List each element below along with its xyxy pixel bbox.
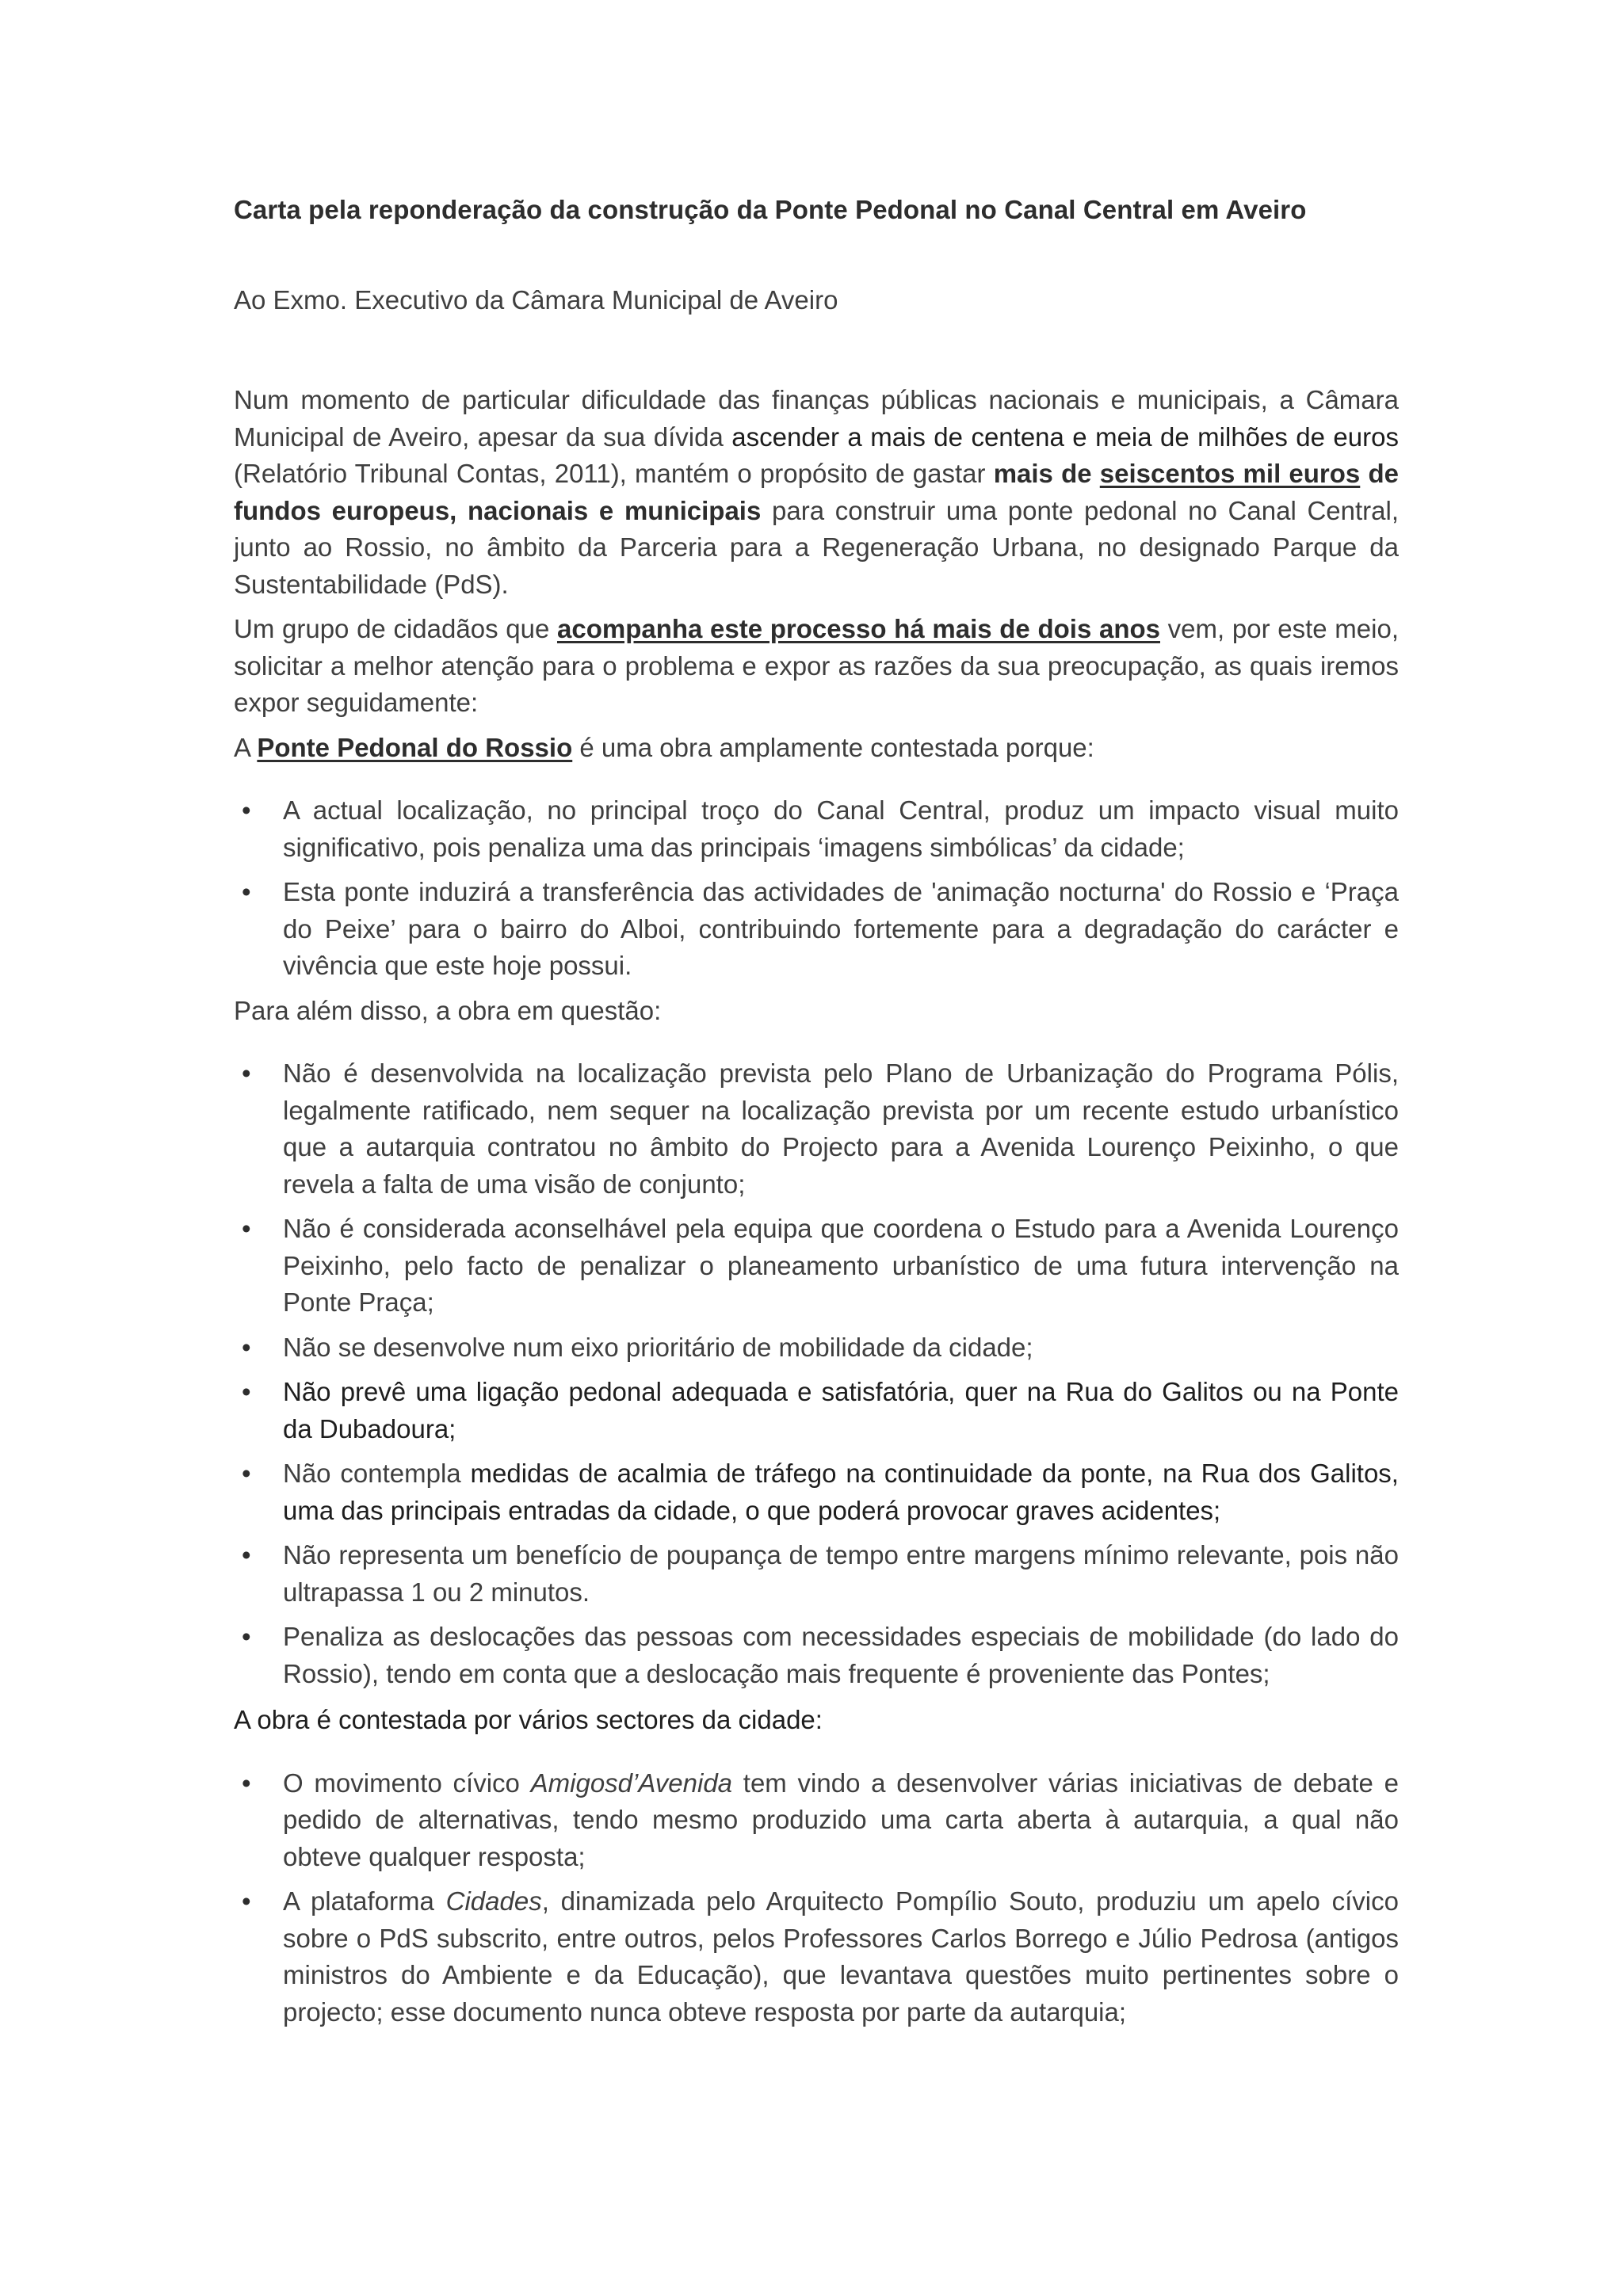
furthermore-line: Para além disso, a obra em questão: <box>234 995 662 1025</box>
list-item <box>234 1619 1399 1692</box>
funds-highlight: de fundos europeus, nacionais e municipais <box>234 459 1399 525</box>
letter-title: Carta pela reponderação da construção da Ponte Pedonal no Canal Central em Aveiro <box>234 195 1307 224</box>
bullet-icon: • <box>242 1768 251 1798</box>
bullet-icon: • <box>242 1622 251 1651</box>
intro-text: Num momento de particular dificuldade das finanças públicas nacionais e municipais, a Câmara Municipal de Aveiro, apesar da sua dívida <box>234 385 1399 452</box>
bridge-name-highlight: Ponte Pedonal do Rossio <box>257 732 573 762</box>
bullet-icon: • <box>242 1214 251 1243</box>
list-item <box>234 1455 1399 1529</box>
list-item <box>234 1211 1399 1322</box>
list-item-text: Não contempla <box>283 1459 471 1488</box>
bullet-icon: • <box>242 1540 251 1569</box>
traffic-calming-highlight: medidas de acalmia de tráfego na continuidade da ponte, na Rua dos Galitos, uma das principais entradas da cidade, o que poderá provocar graves acidentes; <box>283 1459 1399 1525</box>
list-item <box>234 874 1399 985</box>
debt-highlight: ascender a mais de centena e meia de milhões de euros <box>731 421 1399 452</box>
list-item <box>234 792 1399 866</box>
movement-name: Amigosd’Avenida <box>530 1768 733 1798</box>
list-item-text: Não é considerada aconselhável pela equipa que coordena o Estudo para a Avenida Lourenço Peixinho, pelo facto de penalizar o planeamento urbanístico de uma futura intervenção na Ponte Praça; <box>283 1214 1399 1317</box>
list-item <box>234 1883 1399 2031</box>
list-item-text: Não representa um benefício de poupança de tempo entre margens mínimo relevante, pois não ultrapassa 1 ou 2 minutos. <box>283 1540 1399 1607</box>
list-item-text: Esta ponte induzirá a transferência das actividades de 'animação nocturna' do Rossio e ‘Praça do Peixe’ para o bairro do Alboi, contribuindo fortemente para a degradação do carácter e vivência que este hoje possui. <box>283 877 1399 980</box>
platform-name: Cidades <box>445 1886 542 1916</box>
bullet-icon: • <box>242 1058 251 1088</box>
list-item-text: A plataforma <box>283 1886 446 1916</box>
bullet-icon: • <box>242 1332 251 1362</box>
issues-list <box>234 1055 1399 1692</box>
list-item-text: Não se desenvolve num eixo prioritário de mobilidade da cidade; <box>283 1332 1033 1362</box>
cost-highlight-underlined: seiscentos mil euros <box>1099 459 1361 488</box>
list-item <box>234 1329 1399 1367</box>
process-highlight: acompanha este processo há mais de dois anos <box>556 614 1160 643</box>
bridge-intro-text: é uma obra amplamente contestada porque: <box>572 732 1094 762</box>
list-item-text: A actual localização, no principal troço do Canal Central, produz um impacto visual muito significativo, pois penaliza uma das principais ‘imagens simbólicas’ da cidade; <box>283 795 1399 862</box>
bridge-intro-text: A <box>234 732 258 762</box>
list-item <box>234 1765 1399 1876</box>
list-item-text: tem vindo a desenvolver várias iniciativas de debate e pedido de alternativas, tendo mesmo produzido uma carta aberta à autarquia, a qual não obteve qualquer resposta; <box>283 1768 1399 1871</box>
list-item-text: Não prevê uma ligação pedonal adequada e satisfatória, quer na Rua do Galitos ou na Ponte da Dubadoura; <box>283 1377 1399 1444</box>
intro-text: (Relatório Tribunal Contas, 2011), mantém o propósito de gastar <box>234 459 994 488</box>
bullet-icon: • <box>242 1886 251 1916</box>
list-item <box>234 1537 1399 1611</box>
list-item-text: O movimento cívico <box>283 1768 531 1798</box>
bullet-icon: • <box>242 1377 251 1406</box>
list-item-text: Penaliza as deslocações das pessoas com necessidades especiais de mobilidade (do lado do Rossio), tendo em conta que a deslocação mais frequente é proveniente das Pontes; <box>283 1622 1399 1688</box>
cost-highlight: mais de <box>993 459 1100 488</box>
bridge-intro-line <box>234 730 1399 767</box>
citizens-paragraph <box>234 611 1399 722</box>
contested-heading: A obra é contestada por vários sectores da cidade: <box>234 1705 823 1734</box>
list-item <box>234 1055 1399 1203</box>
bullet-icon: • <box>242 1459 251 1488</box>
letter-page <box>234 192 1399 2031</box>
reasons-list <box>234 792 1399 985</box>
intro-paragraph <box>234 382 1399 603</box>
bullet-icon: • <box>242 877 251 906</box>
letter-addressee: Ao Exmo. Executivo da Câmara Municipal de Aveiro <box>234 284 838 315</box>
list-item-text: Não é desenvolvida na localização prevista pelo Plano de Urbanização do Programa Pólis, legalmente ratificado, nem sequer na localização prevista por um recente estudo urbanístico que a autarquia contratou no âmbito do Projecto para a Avenida Lourenço Peixinho, o que revela a falta de uma visão de conjunto; <box>283 1058 1399 1199</box>
intro-text: para construir uma ponte pedonal no Canal Central, junto ao Rossio, no âmbito da Parceria para a Regeneração Urbana, no designado Parque da Sustentabilidade (PdS). <box>234 495 1399 599</box>
citizens-text: vem, por este meio, solicitar a melhor atenção para o problema e expor as razões da sua preocupação, as quais iremos expor seguidamente: <box>234 614 1399 717</box>
list-item <box>234 1374 1399 1447</box>
citizens-text: Um grupo de cidadãos que <box>234 614 557 643</box>
sectors-list <box>234 1765 1399 2031</box>
list-item-text: , dinamizada pelo Arquitecto Pompílio Souto, produziu um apelo cívico sobre o PdS subscrito, entre outros, pelos Professores Carlos Borrego e Júlio Pedrosa (antigos ministros do Ambiente e da Educação), que levantava questões muito pertinentes sobre o projecto; esse documento nunca obteve resposta por parte da autarquia; <box>283 1886 1399 2027</box>
bullet-icon: • <box>242 795 251 825</box>
